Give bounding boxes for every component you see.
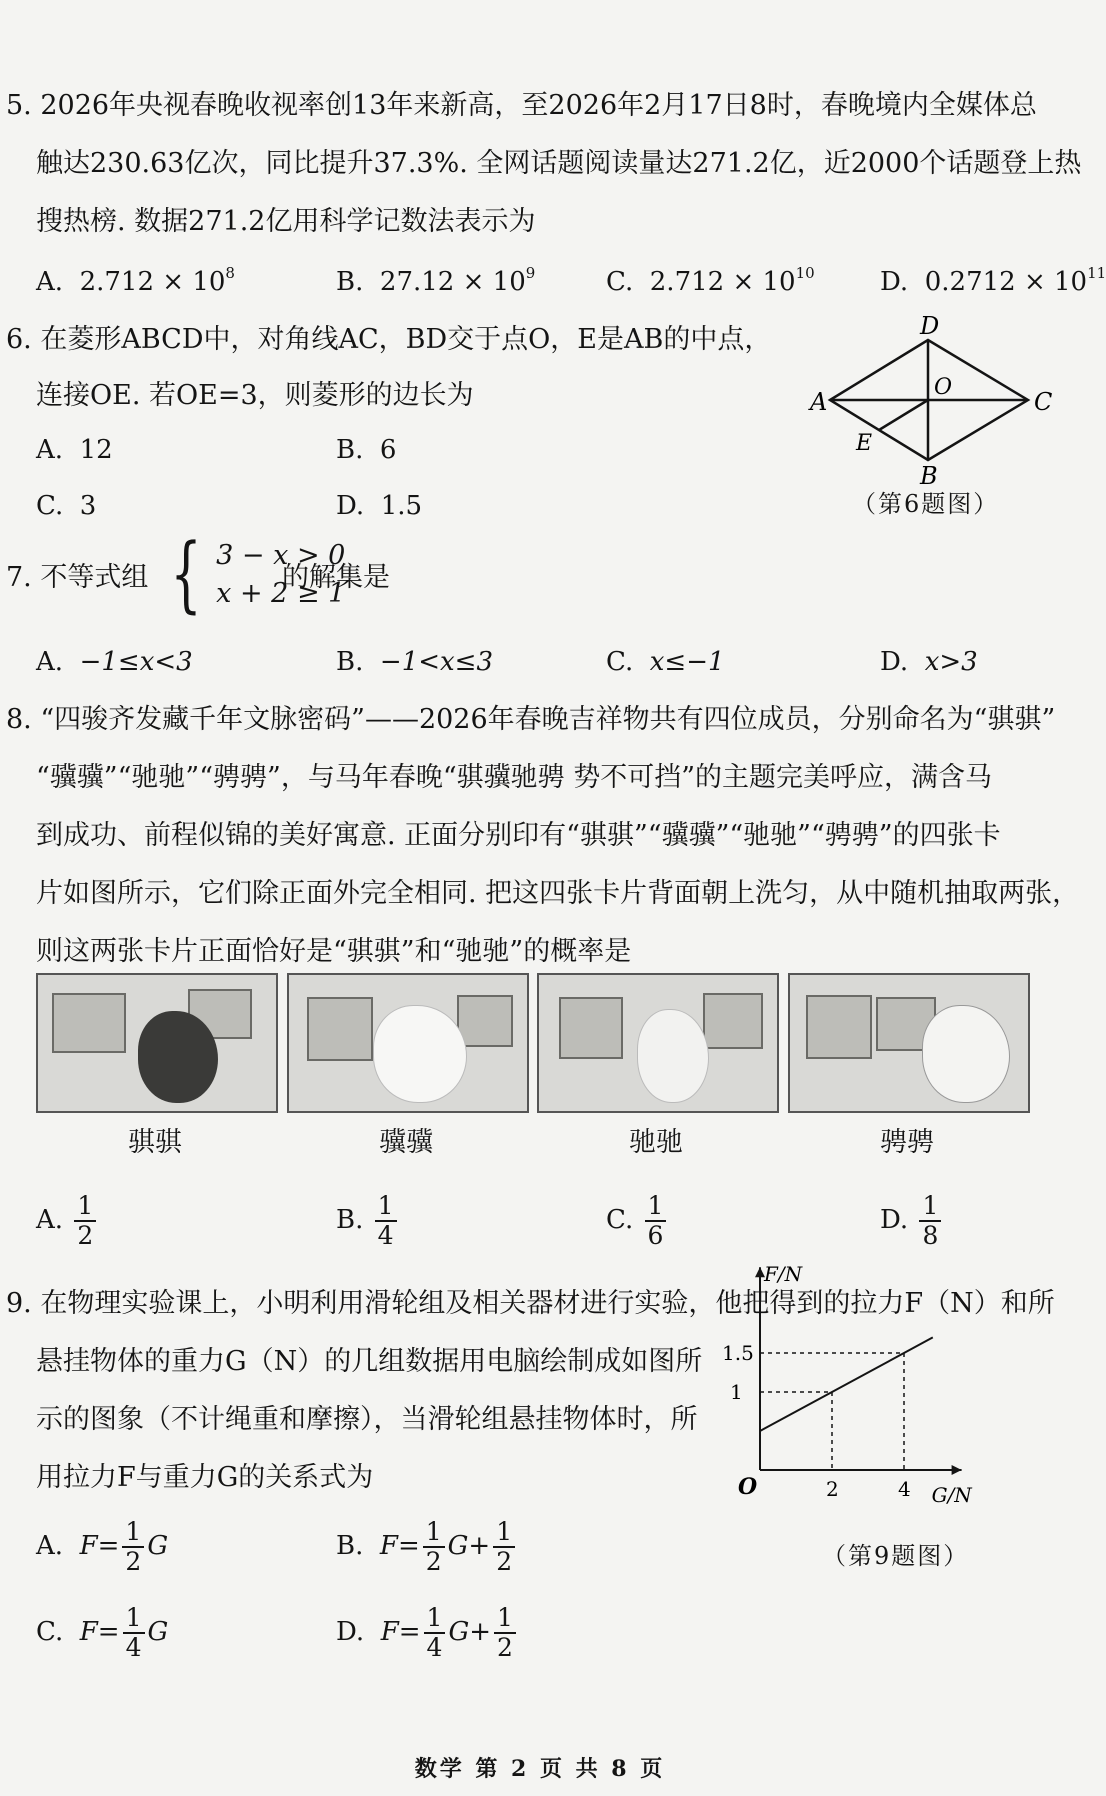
- q9-option-b: [336, 1518, 518, 1576]
- series-line-f: [760, 1337, 933, 1431]
- option-letter: D.: [880, 647, 909, 677]
- option-text: −1<x≤3: [379, 647, 494, 677]
- option-letter: A.: [36, 435, 64, 465]
- card-image-qiqi: [36, 973, 278, 1113]
- q5-option-c: [606, 264, 815, 300]
- fraction: [423, 1518, 445, 1576]
- horse-mascot-icon: [922, 1005, 1010, 1103]
- fraction: [424, 1604, 446, 1662]
- q9-line3: 示的图象（不计绳重和摩擦），当滑轮组悬挂物体时，所: [36, 1404, 698, 1435]
- option-mantissa: 2.712 × 10: [649, 267, 796, 297]
- q9-line4: 用拉力F与重力G的关系式为: [36, 1462, 374, 1493]
- segment-oe: [879, 400, 928, 430]
- option-lhs: F=: [79, 1617, 120, 1647]
- q8-option-b: [336, 1192, 400, 1250]
- fraction: [493, 1518, 515, 1576]
- option-letter: D.: [880, 267, 909, 297]
- q5-line3: 搜热榜. 数据271.2亿用科学记数法表示为: [36, 206, 536, 237]
- q8-option-c: [606, 1192, 669, 1250]
- q5-line1: 5. 2026年央视春晚收视率创13年来新高，至2026年2月17日8时，春晚境内全媒体总: [6, 90, 1037, 121]
- numerator: 1: [645, 1192, 667, 1222]
- fraction: [375, 1192, 397, 1250]
- numerator: 1: [494, 1604, 516, 1634]
- fraction: [122, 1518, 144, 1576]
- option-letter: B.: [336, 435, 364, 465]
- numerator: 1: [493, 1518, 515, 1548]
- y-axis-label: F/N: [764, 1262, 803, 1287]
- q6-option-a: [36, 432, 113, 468]
- q8-option-a: [36, 1192, 99, 1250]
- q7-option-a: [36, 644, 193, 680]
- option-text: 6: [379, 435, 397, 465]
- y-tick-label: 1.5: [722, 1341, 754, 1365]
- origin-label: O: [738, 1474, 758, 1500]
- option-text: x≤−1: [649, 647, 725, 677]
- option-letter: B.: [336, 1205, 364, 1235]
- q6-option-b: [336, 432, 396, 468]
- label-a: A: [810, 388, 828, 416]
- q5-option-d: [880, 264, 1106, 300]
- card-label-chichi: 驰驰: [629, 1127, 683, 1158]
- option-letter: A.: [36, 647, 64, 677]
- option-text: −1≤x<3: [79, 647, 193, 677]
- q8-line5: 则这两张卡片正面恰好是“骐骐”和“驰驰”的概率是: [36, 936, 632, 967]
- x-axis-label: G/N: [931, 1483, 972, 1507]
- q6-option-d: [336, 488, 422, 524]
- denominator: 2: [77, 1221, 94, 1250]
- option-letter: C.: [36, 1617, 64, 1647]
- option-letter: A.: [36, 1531, 64, 1561]
- option-letter: B.: [336, 1531, 364, 1561]
- option-mantissa: 27.12 × 10: [379, 267, 526, 297]
- label-b: B: [920, 462, 938, 490]
- numerator: 1: [423, 1518, 445, 1548]
- q8-line2: “骥骥”“驰驰”“骋骋”，与马年春晚“骐骥驰骋 势不可挡”的主题完美呼应，满含马: [36, 762, 993, 793]
- option-letter: D.: [880, 1205, 909, 1235]
- option-var: G: [147, 1531, 169, 1561]
- denominator: 6: [647, 1221, 664, 1250]
- q9-option-d: [336, 1604, 519, 1662]
- option-letter: A.: [36, 267, 64, 297]
- q7-option-d: [880, 644, 978, 680]
- denominator: 4: [426, 1633, 443, 1662]
- card-frame: [457, 995, 513, 1047]
- horse-mascot-icon: [637, 1009, 709, 1103]
- q9-option-c: [36, 1604, 168, 1662]
- option-text: 12: [79, 435, 113, 465]
- numerator: 1: [375, 1192, 397, 1222]
- x-axis-arrow: [952, 1465, 962, 1475]
- fraction: [123, 1604, 145, 1662]
- inequality-row-1: 3 − x > 0: [216, 540, 346, 571]
- x-tick-label: 4: [898, 1477, 911, 1501]
- card-image-jiji: [287, 973, 529, 1113]
- option-var: G+: [447, 1531, 491, 1561]
- option-mantissa: 0.2712 × 10: [924, 267, 1088, 297]
- card-frame: [806, 995, 872, 1059]
- option-letter: C.: [606, 647, 634, 677]
- q9-option-a: [36, 1518, 168, 1576]
- y-tick-label: 1: [730, 1380, 743, 1404]
- inequality-row-2: x + 2 ≥ 1: [216, 578, 346, 609]
- fraction: [74, 1192, 96, 1250]
- q6-line2: 连接OE. 若OE=3，则菱形的边长为: [36, 380, 474, 411]
- card-image-chengcheng: [788, 973, 1030, 1113]
- q6-figure-caption: （第6题图）: [852, 490, 1000, 518]
- card-label-qiqi: 骐骐: [128, 1127, 182, 1158]
- denominator: 2: [496, 1547, 513, 1576]
- page-footer: 数学 第 2 页 共 8 页: [414, 1756, 666, 1782]
- numerator: 1: [122, 1518, 144, 1548]
- label-c: C: [1034, 388, 1053, 416]
- option-letter: C.: [606, 1205, 634, 1235]
- q6-option-c: [36, 488, 96, 524]
- option-text: 3: [79, 491, 97, 521]
- q5-option-b: [336, 264, 535, 300]
- q8-line3: 到成功、前程似锦的美好寓意. 正面分别印有“骐骐”“骥骥”“驰驰”“骋骋”的四张卡: [36, 820, 1001, 851]
- fraction: [645, 1192, 667, 1250]
- x-tick-label: 2: [826, 1477, 839, 1501]
- horse-mascot-icon: [138, 1011, 218, 1103]
- q8-line4: 片如图所示，它们除正面外完全相同. 把这四张卡片背面朝上洗匀，从中随机抽取两张，: [36, 878, 1080, 909]
- option-letter: D.: [336, 491, 365, 521]
- q7-prefix: 7. 不等式组: [6, 562, 149, 593]
- q9-figure-caption: （第9题图）: [822, 1542, 970, 1570]
- label-o: O: [934, 375, 953, 400]
- q7-suffix: 的解集是: [282, 562, 390, 593]
- card-label-chengcheng: 骋骋: [880, 1127, 934, 1158]
- card-frame: [52, 993, 126, 1053]
- denominator: 8: [922, 1221, 939, 1250]
- option-letter: C.: [36, 491, 64, 521]
- denominator: 4: [125, 1633, 142, 1662]
- numerator: 1: [424, 1604, 446, 1634]
- option-var: G+: [448, 1617, 492, 1647]
- q5-option-a: [36, 264, 235, 300]
- q9-line1: 9. 在物理实验课上，小明利用滑轮组及相关器材进行实验，他把得到的拉力F（N）和所: [6, 1288, 1055, 1319]
- option-exponent: 11: [1087, 264, 1106, 282]
- option-letter: D.: [336, 1617, 365, 1647]
- denominator: 2: [125, 1547, 142, 1576]
- card-frame: [703, 993, 763, 1049]
- numerator: 1: [74, 1192, 96, 1222]
- option-mantissa: 2.712 × 10: [79, 267, 226, 297]
- q7-option-b: [336, 644, 493, 680]
- force-weight-chart: [720, 1262, 1050, 1530]
- denominator: 4: [377, 1221, 394, 1250]
- q7-option-c: [606, 644, 725, 680]
- q9-line2: 悬挂物体的重力G（N）的几组数据用电脑绘制成如图所: [36, 1346, 703, 1377]
- option-lhs: F=: [380, 1617, 421, 1647]
- q8-option-d: [880, 1192, 944, 1250]
- option-exponent: 9: [525, 264, 536, 282]
- card-label-jiji: 骥骥: [379, 1127, 433, 1158]
- card-frame: [307, 997, 373, 1061]
- numerator: 1: [919, 1192, 941, 1222]
- fraction: [919, 1192, 941, 1250]
- q5-line2: 触达230.63亿次，同比提升37.3%. 全网话题阅读量达271.2亿，近2000个话题登上热: [36, 148, 1082, 179]
- denominator: 2: [497, 1633, 513, 1662]
- denominator: 2: [425, 1547, 442, 1576]
- fraction: [494, 1604, 516, 1662]
- label-e: E: [856, 431, 873, 456]
- label-d: D: [920, 312, 940, 340]
- option-letter: B.: [336, 267, 364, 297]
- q8-line1: 8. “四骏齐发藏千年文脉密码”——2026年春晚吉祥物共有四位成员，分别命名为“骐骐”: [6, 704, 1056, 735]
- horse-mascot-icon: [373, 1005, 467, 1103]
- q6-line1: 6. 在菱形ABCD中，对角线AC，BD交于点O，E是AB的中点，: [6, 324, 772, 355]
- option-letter: A.: [36, 1205, 64, 1235]
- card-image-chichi: [537, 973, 779, 1113]
- option-lhs: F=: [379, 1531, 420, 1561]
- option-letter: B.: [336, 647, 364, 677]
- option-exponent: 10: [795, 264, 815, 282]
- option-text: x>3: [924, 647, 978, 677]
- option-text: 1.5: [380, 491, 423, 521]
- card-frame: [559, 997, 623, 1059]
- option-exponent: 8: [225, 264, 235, 282]
- option-letter: C.: [606, 267, 634, 297]
- option-lhs: F=: [79, 1531, 120, 1561]
- numerator: 1: [123, 1604, 145, 1634]
- option-var: G: [147, 1617, 169, 1647]
- brace-symbol: {: [170, 527, 202, 622]
